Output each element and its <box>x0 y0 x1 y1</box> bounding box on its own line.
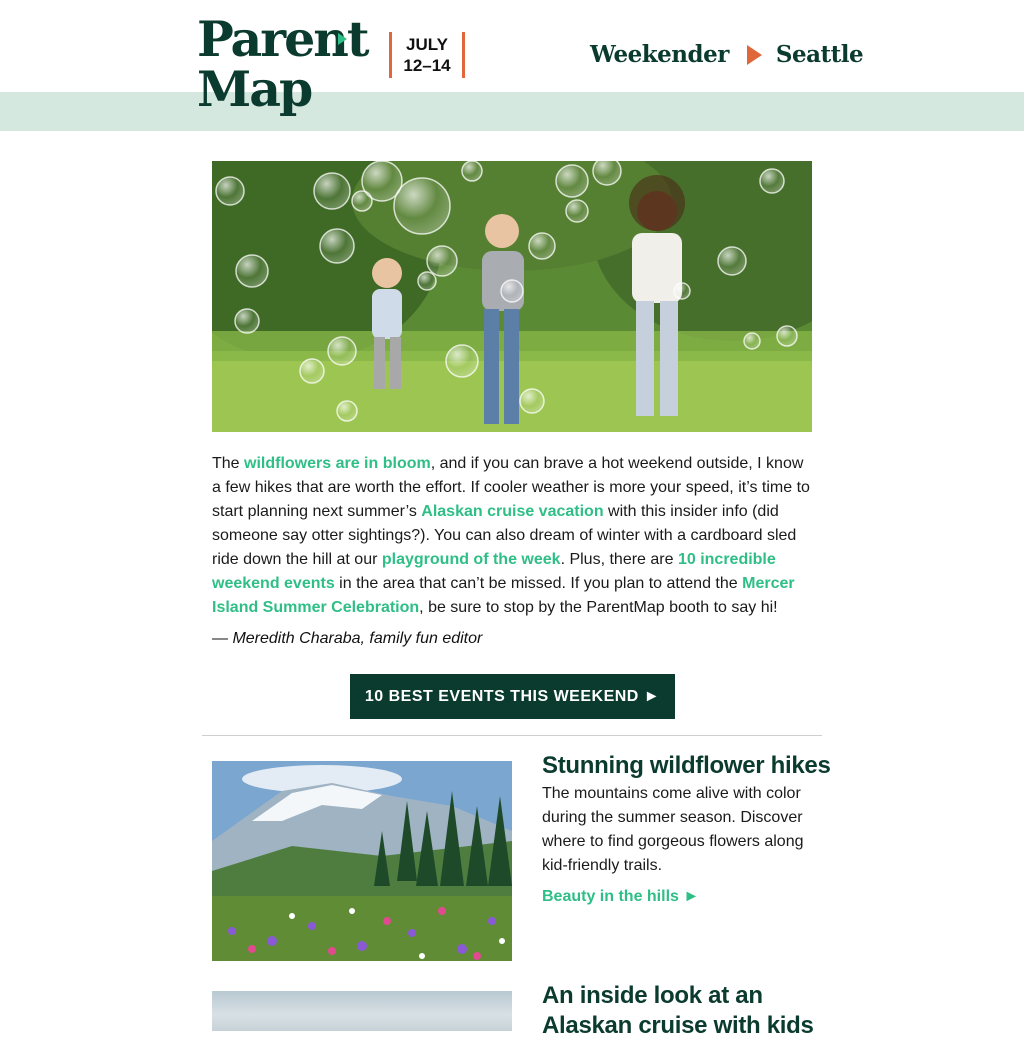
section-divider <box>202 735 822 736</box>
intro-link[interactable]: wildflowers are in bloom <box>244 455 431 472</box>
logo-triangle-icon <box>338 33 347 45</box>
intro-text: in the area that can’t be missed. If you plan to attend the <box>334 575 743 592</box>
story-title-2[interactable]: An inside look at an Alaskan cruise with kids <box>542 982 814 1039</box>
mountain-illustration <box>212 761 512 961</box>
intro-link[interactable]: Alaskan cruise vacation <box>421 503 604 520</box>
intro-link[interactable]: playground of the week <box>381 551 561 568</box>
intro-paragraph <box>212 452 812 620</box>
intro-link[interactable]: 10 incredible weekend events <box>212 551 776 592</box>
newsletter-city: Seattle <box>775 41 864 68</box>
header <box>0 0 1024 131</box>
intro-text: . Plus, there are <box>560 551 678 568</box>
logo-line-2: Map <box>197 60 312 118</box>
story-link-1[interactable]: Beauty in the hills ► <box>542 888 700 905</box>
story-image-alaskan-cruise[interactable] <box>212 991 512 1031</box>
hero-illustration <box>212 161 812 432</box>
intro-link[interactable]: Mercer Island Summer Celebration <box>212 575 795 616</box>
newsletter-brand <box>590 38 863 72</box>
editor-signoff: — Meredith Charaba, family fun editor <box>212 630 483 647</box>
logo-line-1: Parent <box>197 10 368 68</box>
issue-date-range: 12–14 <box>403 56 451 75</box>
story-image-wildflower-hikes[interactable] <box>212 761 512 961</box>
story-body-1: The mountains come alive with color during the summer season. Discover where to find gorgeous flowers along kid-friendly trails. <box>542 785 804 874</box>
issue-date <box>389 32 465 78</box>
intro-text: , and if you can brave a hot weekend outside, I know a few hikes that are worth the effort. If cooler weather is more your speed, it’s time to start planning next summer’s <box>212 455 810 520</box>
intro-text: with this insider info (did someone say otter sightings?). You can also dream of winter with a cardboard sled ride down the hill at our <box>212 503 797 568</box>
best-events-button[interactable]: 10 BEST EVENTS THIS WEEKEND ► <box>350 674 675 719</box>
issue-date-month: JULY <box>406 35 448 54</box>
intro-text: The <box>212 455 245 472</box>
newsletter-name: Weekender <box>590 41 729 68</box>
story-title-1[interactable]: Stunning wildflower hikes <box>542 752 831 779</box>
play-arrow-icon <box>747 45 762 65</box>
intro-text: , be sure to stop by the ParentMap booth to say hi! <box>419 599 778 616</box>
parentmap-logo[interactable] <box>197 10 368 118</box>
hero-image-kids-bubbles[interactable] <box>212 161 812 432</box>
